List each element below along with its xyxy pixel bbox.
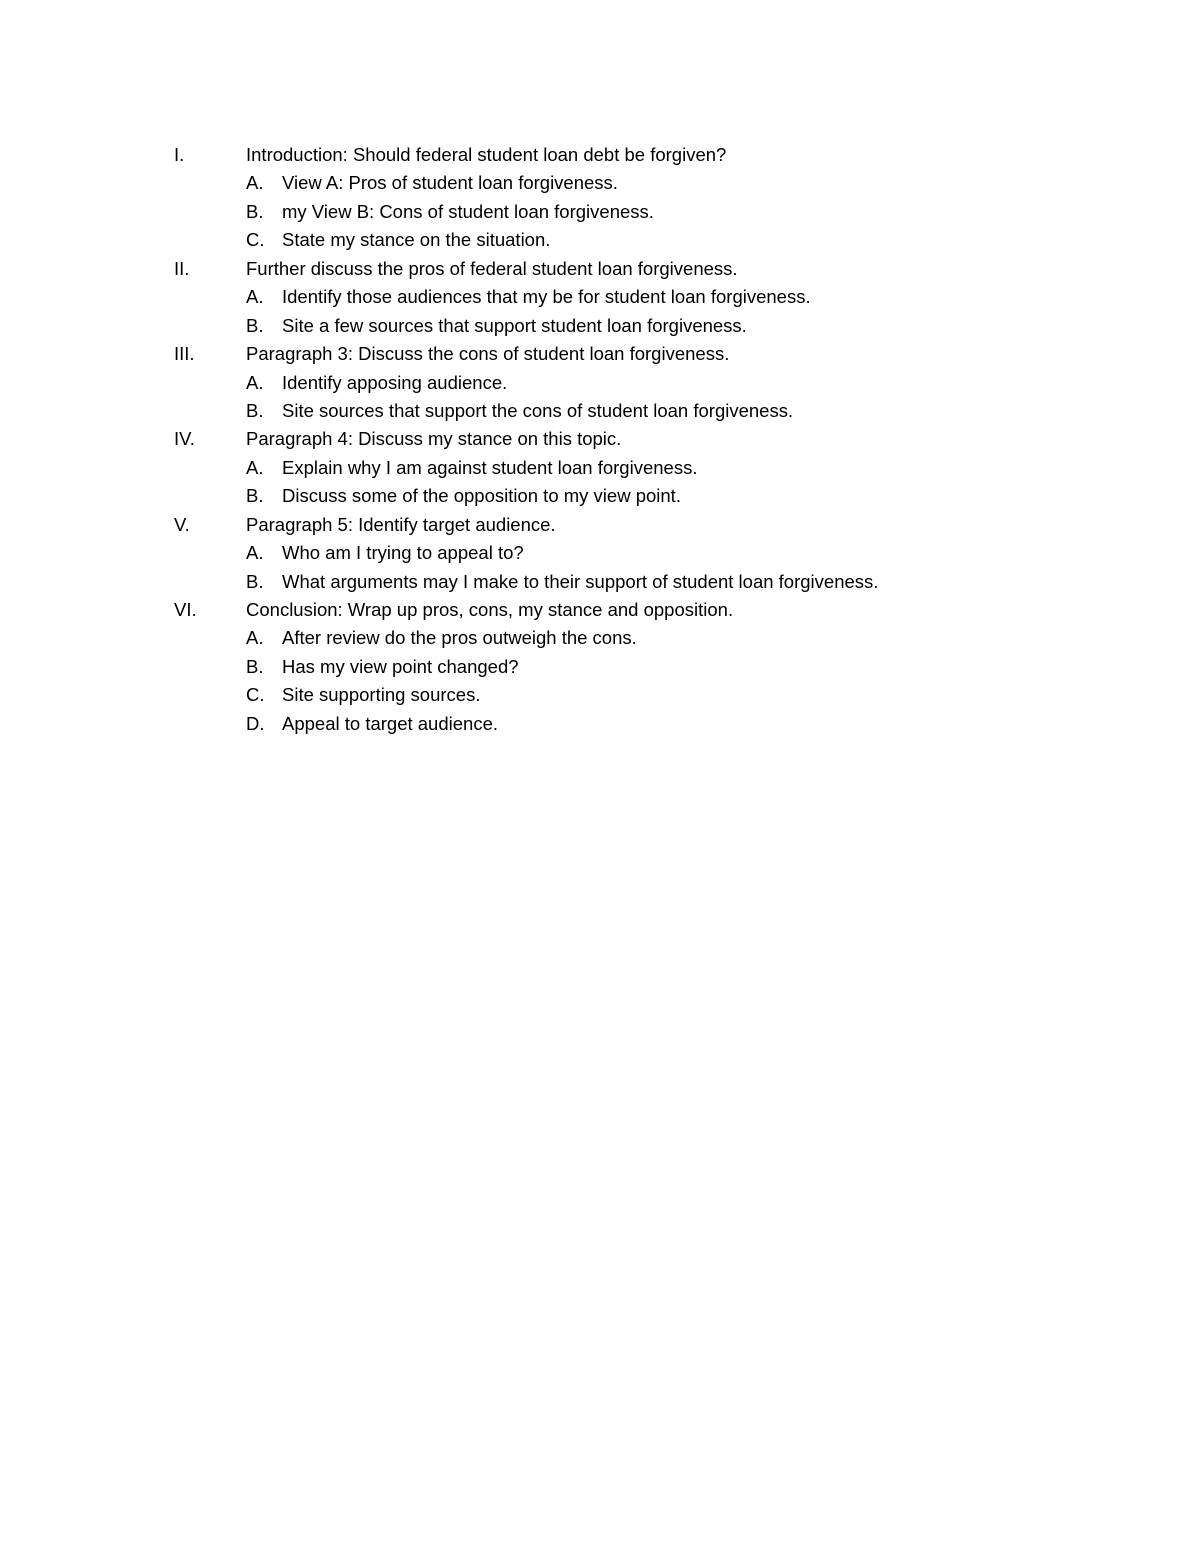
subitem-text: my View B: Cons of student loan forgiveness. xyxy=(282,200,654,222)
subitem-letter: A. xyxy=(246,542,264,564)
section-text: Paragraph 5: Identify target audience. xyxy=(246,513,556,535)
subitem-text: Has my view point changed? xyxy=(282,655,519,677)
outline-subitem xyxy=(0,482,1200,510)
outline-subitem xyxy=(0,454,1200,482)
outline-section-heading xyxy=(0,425,1200,453)
outline-subitem xyxy=(0,624,1200,652)
subitem-letter: B. xyxy=(246,399,264,421)
section-text: Conclusion: Wrap up pros, cons, my stance and opposition. xyxy=(246,599,734,620)
section-text: Introduction: Should federal student loan debt be forgiven? xyxy=(246,144,727,165)
subitem-text: Site a few sources that support student loan forgiveness. xyxy=(282,314,747,336)
outline-subitem xyxy=(0,226,1200,254)
subitem-letter: A. xyxy=(246,172,264,194)
subitem-letter: A. xyxy=(246,286,264,308)
outline-subitem xyxy=(0,369,1200,397)
subitem-text: Identify apposing audience. xyxy=(282,371,508,393)
subitem-letter: B. xyxy=(246,485,264,507)
outline-subitem xyxy=(0,169,1200,197)
outline-section-heading xyxy=(0,141,1200,169)
essay-outline xyxy=(0,141,1200,738)
section-text: Further discuss the pros of federal student loan forgiveness. xyxy=(246,257,738,279)
section-text: Paragraph 3: Discuss the cons of student loan forgiveness. xyxy=(246,343,730,365)
subitem-letter: A. xyxy=(246,371,264,393)
outline-subitem xyxy=(0,312,1200,340)
subitem-letter: C. xyxy=(246,229,265,251)
outline-subitem xyxy=(0,198,1200,226)
subitem-text: Site supporting sources. xyxy=(282,684,481,706)
section-text: Paragraph 4: Discuss my stance on this topic. xyxy=(246,428,622,450)
section-numeral: V. xyxy=(174,513,190,535)
subitem-text: Site sources that support the cons of student loan forgiveness. xyxy=(282,399,794,421)
subitem-letter: B. xyxy=(246,570,264,592)
outline-section-heading xyxy=(0,511,1200,539)
section-numeral: II. xyxy=(174,257,190,279)
subitem-text: What arguments may I make to their support of student loan forgiveness. xyxy=(282,570,879,592)
outline-subitem xyxy=(0,710,1200,738)
subitem-letter: A. xyxy=(246,456,264,478)
subitem-text: Explain why I am against student loan forgiveness. xyxy=(282,456,698,478)
subitem-text: Appeal to target audience. xyxy=(282,712,498,734)
subitem-text: State my stance on the situation. xyxy=(282,229,551,251)
subitem-letter: A. xyxy=(246,627,264,649)
section-numeral: I. xyxy=(174,144,185,165)
subitem-text: After review do the pros outweigh the cons. xyxy=(282,627,637,649)
subitem-letter: B. xyxy=(246,314,264,336)
section-numeral: IV. xyxy=(174,428,195,450)
section-numeral: VI. xyxy=(174,599,197,620)
subitem-text: View A: Pros of student loan forgiveness. xyxy=(282,172,618,194)
outline-subitem xyxy=(0,539,1200,567)
outline-section-heading xyxy=(0,340,1200,368)
section-numeral: III. xyxy=(174,343,195,365)
outline-section-heading xyxy=(0,255,1200,283)
outline-section-heading xyxy=(0,596,1200,624)
subitem-letter: D. xyxy=(246,712,265,734)
subitem-text: Discuss some of the opposition to my view point. xyxy=(282,485,681,507)
outline-subitem xyxy=(0,568,1200,596)
subitem-text: Who am I trying to appeal to? xyxy=(282,542,524,564)
outline-subitem xyxy=(0,397,1200,425)
subitem-letter: C. xyxy=(246,684,265,706)
subitem-letter: B. xyxy=(246,200,264,222)
outline-subitem xyxy=(0,283,1200,311)
subitem-text: Identify those audiences that my be for student loan forgiveness. xyxy=(282,286,811,308)
outline-subitem xyxy=(0,653,1200,681)
subitem-letter: B. xyxy=(246,655,264,677)
outline-subitem xyxy=(0,681,1200,709)
